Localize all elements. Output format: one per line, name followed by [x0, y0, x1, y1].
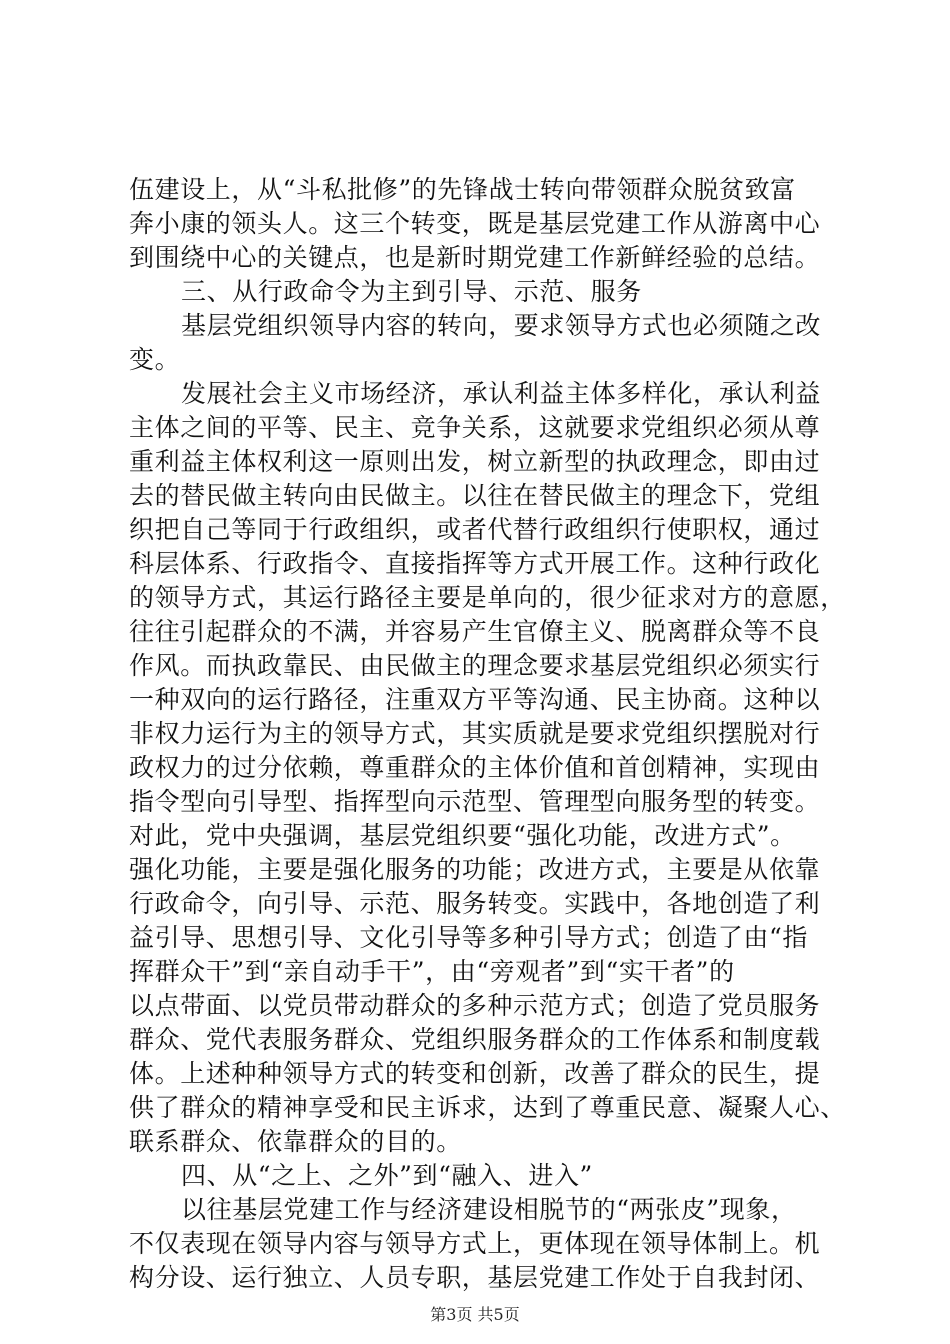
text-line: 作风。而执政靠民、由民做主的理念要求基层党组织必须实行: [129, 651, 821, 680]
text-line: 主体之间的平等、民主、竞争关系，这就要求党组织必须从尊: [129, 413, 821, 442]
section-heading: 四、从“之上、之外”到“融入、进入”: [181, 1161, 593, 1190]
text-line: 行政命令，向引导、示范、服务转变。实践中，各地创造了利: [129, 889, 821, 918]
text-line: 科层体系、行政指令、直接指挥等方式开展工作。这种行政化: [129, 549, 821, 578]
text-line: 发展社会主义市场经济，承认利益主体多样化，承认利益: [181, 379, 822, 408]
text-line: 政权力的过分依赖，尊重群众的主体价值和首创精神，实现由: [129, 753, 821, 782]
text-line: 重利益主体权利这一原则出发，树立新型的执政理念，即由过: [129, 447, 821, 476]
text-line: 指令型向引导型、指挥型向示范型、管理型向服务型的转变。: [129, 787, 821, 816]
text-line: 供了群众的精神享受和民主诉求，达到了尊重民意、凝聚人心、: [129, 1093, 846, 1122]
text-line: 强化功能，主要是强化服务的功能；改进方式，主要是从依靠: [129, 855, 821, 884]
text-line: 去的替民做主转向由民做主。以往在替民做主的理念下，党组: [129, 481, 821, 510]
text-line: 联系群众、依靠群众的目的。: [129, 1127, 462, 1156]
text-line: 构分设、运行独立、人员专职，基层党建工作处于自我封闭、: [129, 1263, 821, 1292]
section-heading: 三、从行政命令为主到引导、示范、服务: [181, 277, 642, 306]
text-line: 一种双向的运行路径，注重双方平等沟通、民主协商。这种以: [129, 685, 821, 714]
text-line: 对此，党中央强调，基层党组织要“强化功能，改进方式”。: [129, 821, 796, 850]
text-line: 基层党组织领导内容的转向，要求领导方式也必须随之改: [181, 311, 822, 340]
text-line: 织把自己等同于行政组织，或者代替行政组织行使职权，通过: [129, 515, 821, 544]
text-line: 奔小康的领头人。这三个转变，既是基层党建工作从游离中心: [129, 209, 821, 238]
text-line: 的领导方式，其运行路径主要是单向的，很少征求对方的意愿，: [129, 583, 846, 612]
text-line: 体。上述种种领导方式的转变和创新，改善了群众的民生，提: [129, 1059, 821, 1088]
text-line: 往往引起群众的不满，并容易产生官僚主义、脱离群众等不良: [129, 617, 821, 646]
text-line: 挥群众干”到“亲自动手干”，由“旁观者”到“实干者”的: [129, 957, 735, 986]
page-number-footer: 第3页 共5页: [430, 1305, 520, 1324]
text-line: 以点带面、以党员带动群众的多种示范方式；创造了党员服务: [129, 991, 821, 1020]
text-line: 以往基层党建工作与经济建设相脱节的“两张皮”现象，: [181, 1195, 797, 1224]
text-line: 非权力运行为主的领导方式，其实质就是要求党组织摆脱对行: [129, 719, 821, 748]
text-line: 变。: [129, 345, 181, 374]
text-line: 不仅表现在领导内容与领导方式上，更体现在领导体制上。机: [129, 1229, 821, 1258]
text-line: 伍建设上，从“斗私批修”的先锋战士转向带领群众脱贫致富: [129, 175, 796, 204]
text-line: 群众、党代表服务群众、党组织服务群众的工作体系和制度载: [129, 1025, 821, 1054]
text-line: 益引导、思想引导、文化引导等多种引导方式；创造了由“指: [129, 923, 808, 952]
text-line: 到围绕中心的关键点，也是新时期党建工作新鲜经验的总结。: [129, 243, 821, 272]
